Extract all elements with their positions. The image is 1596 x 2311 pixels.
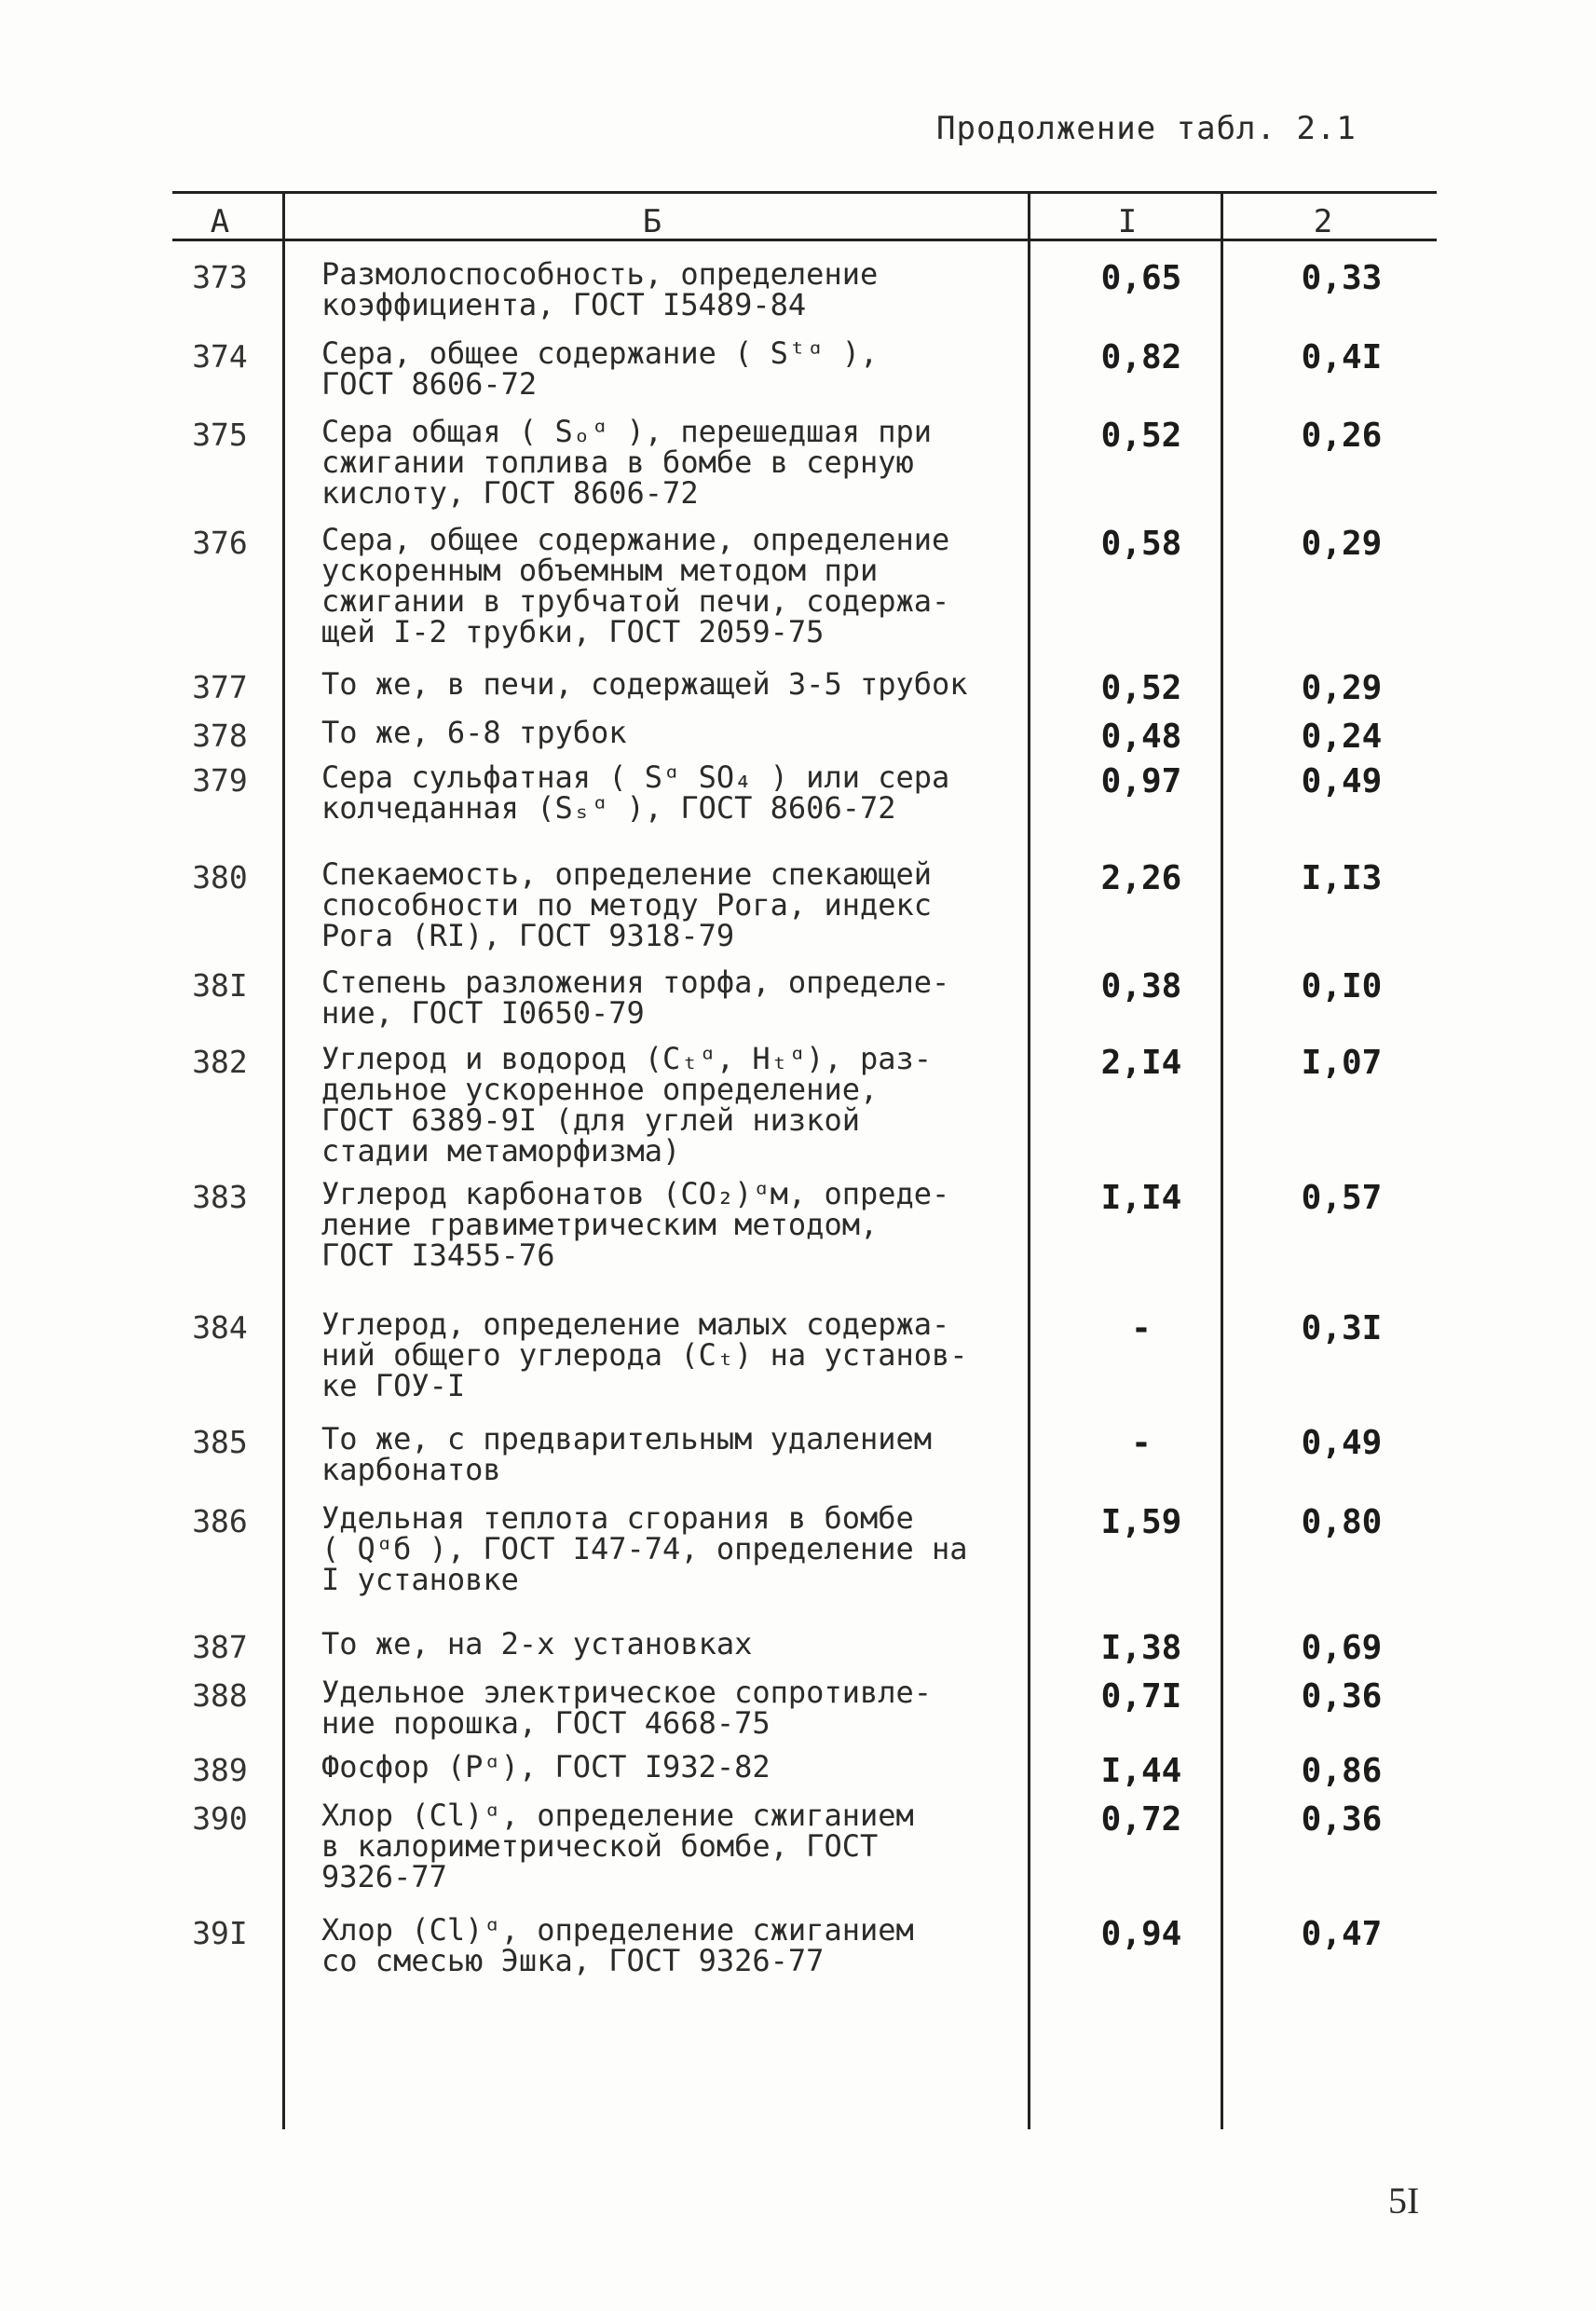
row-description: То же, с предварительным удалением карбонатов xyxy=(321,1421,933,1487)
row-description: Сера, общее содержание, определение ускоренным объемным методом при сжигании в трубчатой печи, содержа- щей I-2 трубки, ГОСТ 2059-75 xyxy=(321,522,950,650)
row-value-col2: 0,3I xyxy=(1301,1309,1383,1347)
row-value-col1: - xyxy=(1131,1309,1152,1347)
row-value-col1: I,I4 xyxy=(1100,1179,1182,1217)
row-number: 383 xyxy=(192,1179,248,1215)
row-value-col2: 0,57 xyxy=(1301,1179,1383,1217)
row-value-col1: 0,52 xyxy=(1100,417,1182,455)
row-description: Углерод карбонатов (CO₂)ᵅм, опреде- ление гравиметрическим методом, ГОСТ I3455-76 xyxy=(321,1176,950,1273)
row-value-col2: 0,26 xyxy=(1301,417,1383,455)
row-value-col1: 0,72 xyxy=(1100,1800,1182,1839)
row-number: 386 xyxy=(192,1503,248,1539)
header-col-1: I xyxy=(1117,203,1138,240)
row-description: Размолоспособность, определение коэффициента, ГОСТ I5489-84 xyxy=(321,256,879,322)
row-value-col1: 0,94 xyxy=(1100,1915,1182,1953)
row-description: Хлор (Cl)ᵅ, определение сжиганием в калориметрической бомбе, ГОСТ 9326-77 xyxy=(321,1798,914,1894)
row-number: 374 xyxy=(192,338,248,375)
row-value-col2: 0,36 xyxy=(1301,1677,1383,1716)
row-number: 377 xyxy=(192,669,248,705)
row-number: 389 xyxy=(192,1752,248,1788)
row-description: Хлор (Cl)ᵅ, определение сжиганием со смесью Эшка, ГОСТ 9326-77 xyxy=(321,1912,914,1978)
row-value-col2: I,I3 xyxy=(1301,859,1383,897)
row-value-col2: 0,29 xyxy=(1301,669,1383,707)
row-value-col1: 2,26 xyxy=(1100,859,1182,897)
row-description: То же, на 2-х установках xyxy=(321,1626,753,1661)
row-value-col2: I,07 xyxy=(1301,1044,1383,1082)
page-number: 5I xyxy=(1388,2180,1420,2222)
row-number: 378 xyxy=(192,718,248,754)
table-top-rule xyxy=(172,191,1437,194)
row-number: 39I xyxy=(192,1915,248,1951)
col-divider-1 xyxy=(1221,191,1223,2129)
row-value-col2: 0,I0 xyxy=(1301,967,1383,1005)
row-value-col2: 0,69 xyxy=(1301,1629,1383,1667)
row-description: Сера общая ( Sₒᵅ ), перешедшая при сжигании топлива в бомбе в серную кислоту, ГОСТ 8606-72 xyxy=(321,414,933,511)
row-value-col2: 0,24 xyxy=(1301,718,1383,756)
row-number: 38I xyxy=(192,967,248,1004)
row-value-col2: 0,29 xyxy=(1301,525,1383,563)
row-value-col1: I,59 xyxy=(1100,1503,1182,1541)
row-number: 382 xyxy=(192,1044,248,1080)
row-number: 388 xyxy=(192,1677,248,1714)
header-col-b: Б xyxy=(642,203,662,240)
row-value-col1: I,38 xyxy=(1100,1629,1182,1667)
row-value-col2: 0,49 xyxy=(1301,762,1383,800)
row-description: То же, в печи, содержащей 3-5 трубок xyxy=(321,666,968,702)
row-value-col1: 0,48 xyxy=(1100,718,1182,756)
row-description: Углерод и водород (Cₜᵅ, Hₜᵅ), раз- дельное ускоренное определение, ГОСТ 6389-9I (для углей низкой стадии метаморфизма) xyxy=(321,1041,933,1169)
row-value-col1: - xyxy=(1131,1424,1152,1462)
row-description: То же, 6-8 трубок xyxy=(321,715,627,750)
row-value-col1: 0,65 xyxy=(1100,259,1182,297)
row-description: Сера, общее содержание ( Sᵗᵅ ), ГОСТ 8606-72 xyxy=(321,335,879,402)
row-value-col1: 0,7I xyxy=(1100,1677,1182,1716)
row-description: Спекаемость, определение спекающей способности по методу Рога, индекс Рога (RI), ГОСТ 9318-79 xyxy=(321,856,933,953)
row-value-col1: 2,I4 xyxy=(1100,1044,1182,1082)
row-value-col1: 0,58 xyxy=(1100,525,1182,563)
row-value-col1: 0,38 xyxy=(1100,967,1182,1005)
row-number: 380 xyxy=(192,859,248,896)
row-value-col2: 0,80 xyxy=(1301,1503,1383,1541)
row-number: 384 xyxy=(192,1309,248,1346)
row-description: Сера сульфатная ( Sᵅ SO₄ ) или сера колчеданная (Sₛᵅ ), ГОСТ 8606-72 xyxy=(321,759,950,826)
row-value-col1: 0,82 xyxy=(1100,338,1182,376)
row-value-col2: 0,4I xyxy=(1301,338,1383,376)
header-col-2: 2 xyxy=(1313,203,1333,240)
row-value-col1: I,44 xyxy=(1100,1752,1182,1790)
table-caption: Продолжение табл. 2.1 xyxy=(936,110,1357,147)
row-number: 390 xyxy=(192,1800,248,1837)
row-description: Степень разложения торфа, определе- ние, ГОСТ I0650-79 xyxy=(321,964,950,1031)
row-number: 385 xyxy=(192,1424,248,1460)
col-divider-a xyxy=(282,191,285,2129)
row-description: Удельное электрическое сопротивле- ние порошка, ГОСТ 4668-75 xyxy=(321,1675,933,1741)
table-header-rule xyxy=(172,239,1437,241)
header-col-a: А xyxy=(210,203,230,240)
row-number: 379 xyxy=(192,762,248,799)
row-value-col1: 0,52 xyxy=(1100,669,1182,707)
row-value-col2: 0,47 xyxy=(1301,1915,1383,1953)
row-description: Фосфор (Pᵅ), ГОСТ I932-82 xyxy=(321,1749,771,1785)
row-number: 375 xyxy=(192,417,248,453)
row-value-col2: 0,49 xyxy=(1301,1424,1383,1462)
row-description: Удельная теплота сгорания в бомбе ( Qᵅб ), ГОСТ I47-74, определение на I установке xyxy=(321,1500,968,1597)
row-value-col1: 0,97 xyxy=(1100,762,1182,800)
row-value-col2: 0,36 xyxy=(1301,1800,1383,1839)
row-description: Углерод, определение малых содержа- ний общего углерода (Cₜ) на установ- ке ГОУ-I xyxy=(321,1306,968,1403)
row-value-col2: 0,86 xyxy=(1301,1752,1383,1790)
row-number: 387 xyxy=(192,1629,248,1665)
row-number: 373 xyxy=(192,259,248,295)
row-value-col2: 0,33 xyxy=(1301,259,1383,297)
row-number: 376 xyxy=(192,525,248,561)
